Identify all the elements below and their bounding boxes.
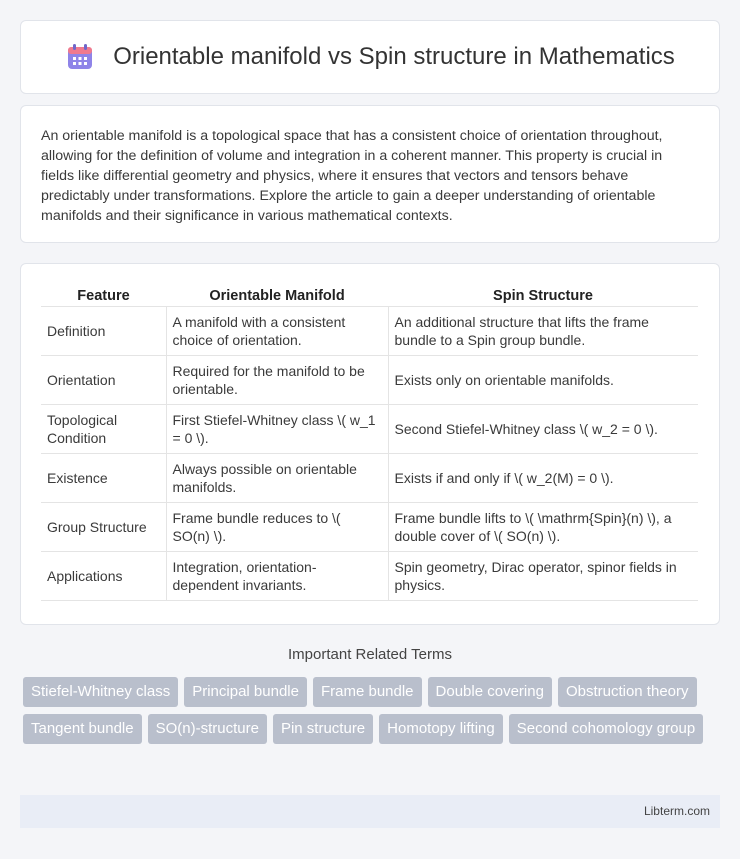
orientable-cell: Required for the manifold to be orientable. bbox=[166, 356, 388, 405]
term-tag[interactable]: SO(n)-structure bbox=[148, 714, 267, 744]
calendar-icon bbox=[65, 42, 95, 72]
orientable-cell: Frame bundle reduces to \( SO(n) \). bbox=[166, 503, 388, 552]
table-row bbox=[41, 356, 698, 405]
term-tag[interactable]: Stiefel-Whitney class bbox=[23, 677, 178, 707]
term-tag[interactable]: Obstruction theory bbox=[558, 677, 697, 707]
term-tag[interactable]: Double covering bbox=[428, 677, 552, 707]
footer bbox=[20, 795, 720, 828]
intro-card bbox=[20, 105, 720, 243]
footer-site-link[interactable]: Libterm.com bbox=[643, 804, 710, 818]
feature-cell: Group Structure bbox=[41, 503, 166, 552]
comparison-card bbox=[20, 263, 720, 625]
spin-cell: Spin geometry, Dirac operator, spinor fields in physics. bbox=[388, 552, 698, 601]
related-terms-list bbox=[23, 677, 723, 744]
header-orientable: Orientable Manifold bbox=[166, 284, 388, 307]
term-tag[interactable]: Principal bundle bbox=[184, 677, 307, 707]
table-row bbox=[41, 405, 698, 454]
table-row bbox=[41, 503, 698, 552]
feature-cell: Topological Condition bbox=[41, 405, 166, 454]
spin-cell: Frame bundle lifts to \( \mathrm{Spin}(n) \), a double cover of \( SO(n) \). bbox=[388, 503, 698, 552]
term-tag[interactable]: Second cohomology group bbox=[509, 714, 703, 744]
spin-cell: An additional structure that lifts the frame bundle to a Spin group bundle. bbox=[388, 307, 698, 356]
feature-cell: Orientation bbox=[41, 356, 166, 405]
intro-text: An orientable manifold is a topological space that has a consistent choice of orientation throughout, allowing for the definition of volume and integration in a coherent manner. This property is crucial in fields like differential geometry and physics, where it ensures that vectors and tensors behave predictably under transformations. Explore the article to gain a deeper understanding of orientable manifolds and their significance in various mathematical contexts. bbox=[41, 128, 663, 224]
feature-cell: Definition bbox=[41, 307, 166, 356]
spin-cell: Exists if and only if \( w_2(M) = 0 \). bbox=[388, 454, 698, 503]
orientable-cell: Always possible on orientable manifolds. bbox=[166, 454, 388, 503]
comparison-table bbox=[41, 284, 698, 601]
term-tag[interactable]: Frame bundle bbox=[313, 677, 422, 707]
term-tag[interactable]: Homotopy lifting bbox=[379, 714, 503, 744]
page-title: Orientable manifold vs Spin structure in Mathematics bbox=[113, 43, 675, 70]
header-card bbox=[20, 20, 720, 94]
spin-cell: Exists only on orientable manifolds. bbox=[388, 356, 698, 405]
orientable-cell: A manifold with a consistent choice of orientation. bbox=[166, 307, 388, 356]
spin-cell: Second Stiefel-Whitney class \( w_2 = 0 \). bbox=[388, 405, 698, 454]
term-tag[interactable]: Tangent bundle bbox=[23, 714, 142, 744]
table-row bbox=[41, 307, 698, 356]
orientable-cell: First Stiefel-Whitney class \( w_1 = 0 \). bbox=[166, 405, 388, 454]
table-row bbox=[41, 552, 698, 601]
table-header-row bbox=[41, 284, 698, 307]
feature-cell: Existence bbox=[41, 454, 166, 503]
table-row bbox=[41, 454, 698, 503]
header-feature: Feature bbox=[41, 284, 166, 307]
orientable-cell: Integration, orientation-dependent invariants. bbox=[166, 552, 388, 601]
header-spin: Spin Structure bbox=[388, 284, 698, 307]
feature-cell: Applications bbox=[41, 552, 166, 601]
related-terms-title: Important Related Terms bbox=[288, 646, 452, 663]
term-tag[interactable]: Pin structure bbox=[273, 714, 373, 744]
